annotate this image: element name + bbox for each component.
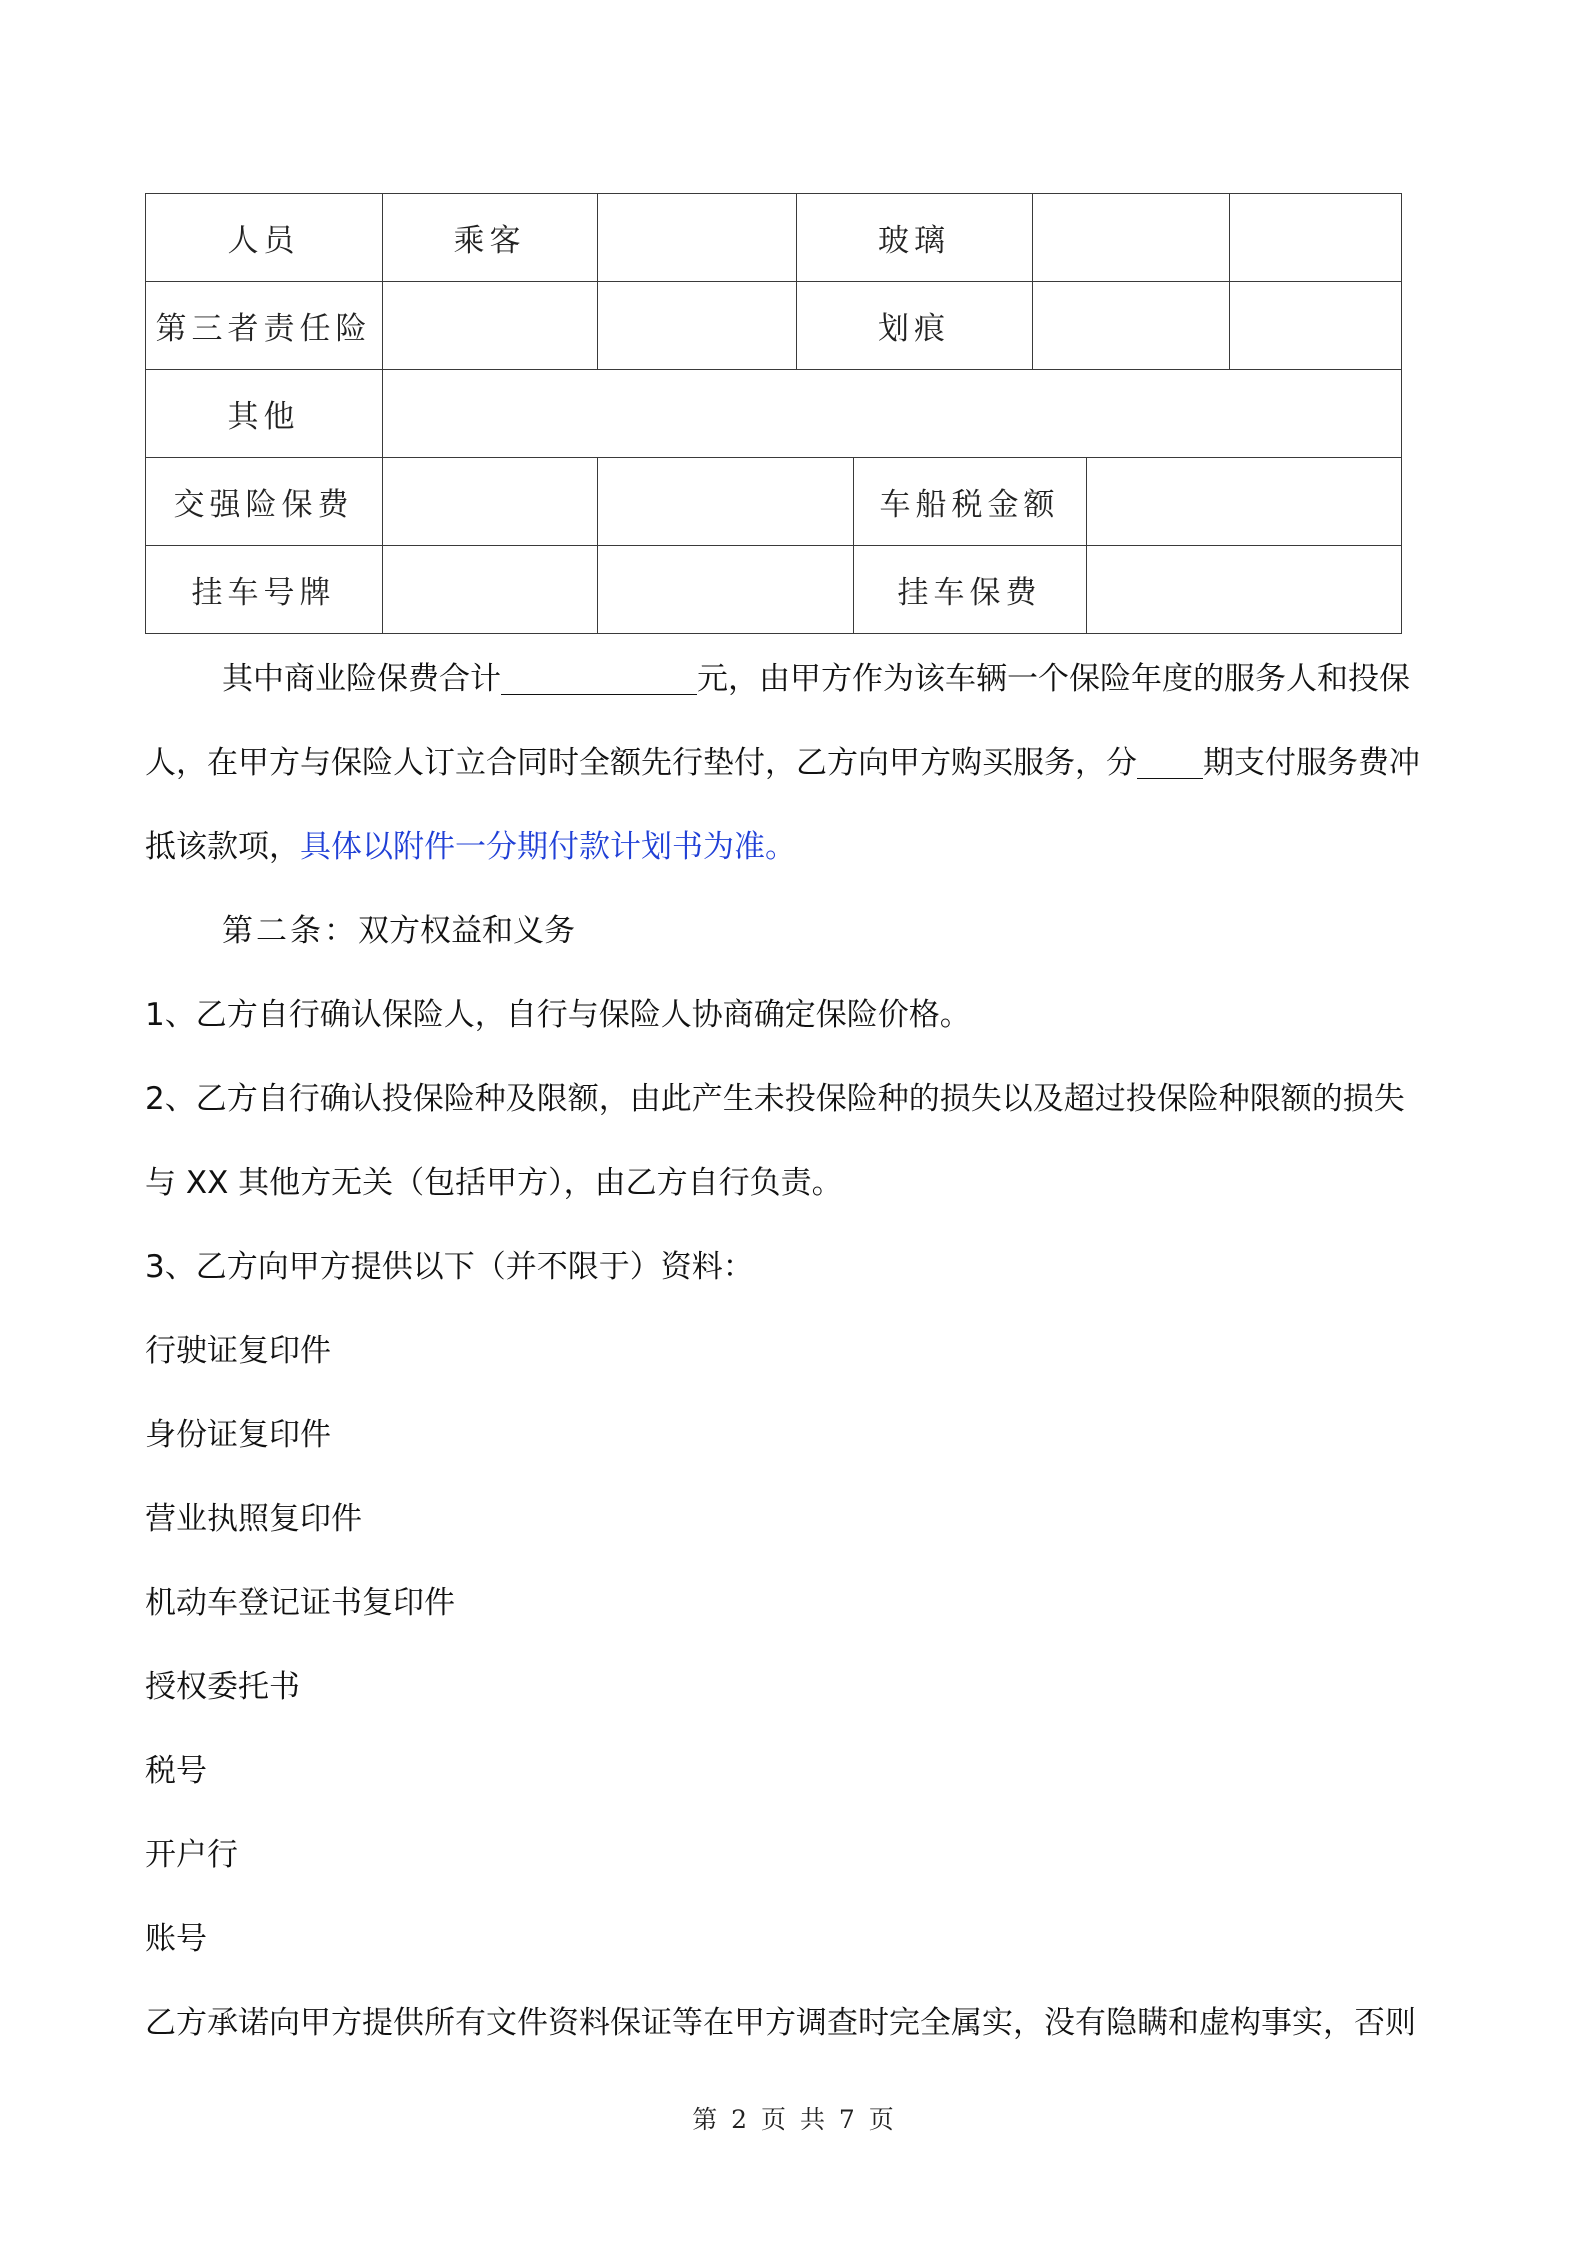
table-cell-trailer-plate: 挂车号牌 (191, 574, 336, 611)
table-cell-trailer-premium: 挂车保费 (897, 574, 1042, 611)
page-footer: 第 2 页 共 7 页 (692, 2105, 894, 2134)
item-2-line2: 与 XX 其他方无关（包括甲方），由乙方自行负责。 (145, 1165, 843, 1201)
offset-text: 抵该款项， (145, 829, 300, 865)
premium-role-text: 元，由甲方作为该车辆一个保险年度的服务人和投保 (697, 661, 1410, 697)
doc-item: 身份证复印件 (145, 1417, 331, 1453)
doc-item: 行驶证复印件 (145, 1333, 331, 1369)
article-2-prefix: 第二条： (222, 913, 358, 949)
paragraph-premium-line1 (222, 653, 1410, 698)
prepay-text: 人，在甲方与保险人订立合同时全额先行垫付，乙方向甲方购买服务，分 (145, 745, 1137, 781)
table-cell-personnel: 人员 (227, 222, 300, 259)
item-2-line1: 2、乙方自行确认投保险种及限额，由此产生未投保险种的损失以及超过投保险种限额的损失 (145, 1081, 1405, 1117)
table-cell-other: 其他 (227, 398, 300, 435)
installment-count-blank (1137, 748, 1203, 779)
item-3: 3、乙方向甲方提供以下（并不限于）资料： (145, 1249, 754, 1285)
installment-text: 期支付服务费冲 (1203, 745, 1420, 781)
doc-item: 账号 (145, 1921, 207, 1957)
article-2-title: 双方权益和义务 (358, 913, 575, 949)
table-cell-passenger: 乘客 (453, 222, 526, 259)
premium-total-text: 其中商业险保费合计 (222, 661, 501, 697)
insurance-table (145, 193, 1402, 635)
doc-item: 营业执照复印件 (145, 1501, 362, 1537)
premium-amount-blank (501, 664, 697, 695)
item-1: 1、乙方自行确认保险人，自行与保险人协商确定保险价格。 (145, 997, 971, 1033)
table-cell-scratch: 划痕 (878, 310, 950, 347)
attachment-reference: 具体以附件一分期付款计划书为准。 (300, 829, 796, 865)
doc-item: 授权委托书 (145, 1669, 300, 1705)
table-cell-compulsory-premium: 交强险保费 (173, 486, 354, 523)
doc-item: 税号 (145, 1753, 207, 1789)
doc-item: 开户行 (145, 1837, 238, 1873)
table-cell-glass: 玻璃 (878, 222, 950, 259)
paragraph-premium-line2 (145, 737, 1420, 782)
commitment-line: 乙方承诺向甲方提供所有文件资料保证等在甲方调查时完全属实，没有隐瞒和虚构事实，否则 (145, 2005, 1416, 2041)
paragraph-premium-line3 (145, 821, 796, 866)
article-2-heading (222, 905, 575, 950)
doc-item: 机动车登记证书复印件 (145, 1585, 455, 1621)
table-cell-vehicle-tax: 车船税金额 (879, 486, 1060, 523)
table-cell-third-party-liability: 第三者责任险 (155, 310, 372, 347)
